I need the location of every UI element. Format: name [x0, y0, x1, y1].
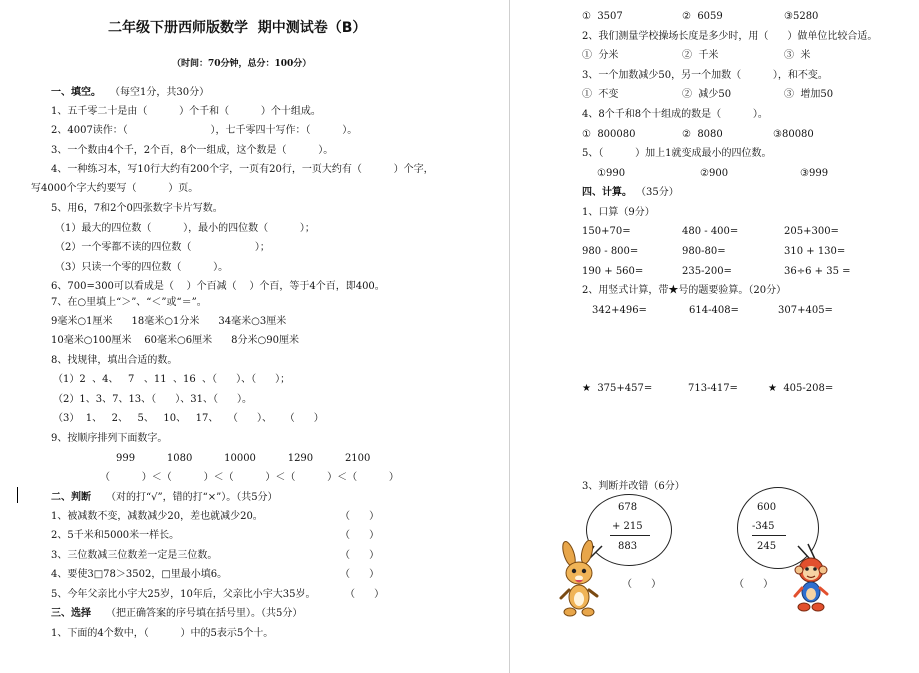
option: ① 不变 [582, 89, 619, 100]
choice-question: 1、下面的4个数中，（ ）中的5表示5个十。 [51, 628, 274, 639]
question-line: 5、用6，7和2个0四张数字卡片写数。 [51, 203, 223, 214]
problem1-result: 883 [618, 541, 638, 552]
option: ③ 米 [784, 50, 811, 61]
option: ② 8080 [682, 129, 723, 140]
mental-math: 36÷6 + 35 = [784, 266, 851, 277]
question-line: （1）最大的四位数（ ），最小的四位数（ ）； [55, 223, 315, 234]
problem2-result: 245 [757, 541, 777, 552]
judge-item: 4、要使3□78＞3502，□里最小填6。 [51, 569, 228, 580]
mental-math: 205+300= [784, 226, 839, 237]
option: ①990 [597, 168, 626, 179]
question-line: 6、700=300可以看成是（ ）个百减（ ）个百，等于4个百，即400。 [51, 281, 385, 292]
subsection-heading: 2、用竖式计算，带★号的题要验算。（20分） [582, 285, 787, 296]
mental-math: 480 - 400= [682, 226, 739, 237]
question-line: 9毫米○1厘米 18毫米○1分米 34毫米○3厘米 [51, 316, 287, 327]
problem1-operand: + 215 [612, 521, 643, 532]
judge-item: 5、今年父亲比小宇大25岁，10年后，父亲比小宇大35岁。 [51, 589, 316, 600]
question-line: 8、找规律，填出合适的数。 [51, 355, 178, 366]
option: ② 6059 [682, 11, 723, 22]
judge-paren: （ ） [340, 569, 380, 580]
section-3-heading: 三、选择 [51, 608, 91, 619]
option: ① 3507 [582, 11, 623, 22]
option: ③5280 [784, 11, 819, 22]
mental-math: 235-200= [682, 266, 732, 277]
choice-question: 4、8个千和8个十组成的数是（ ）。 [582, 109, 768, 120]
mental-math: 310 + 130= [784, 246, 846, 257]
page-divider [509, 0, 510, 673]
monkey-cartoon-icon [792, 556, 830, 614]
option: ②900 [700, 168, 729, 179]
rabbit-cartoon-icon [555, 540, 603, 620]
subsection-heading: 1、口算（9分） [582, 207, 655, 218]
judge-item: 3、三位数减三位数差一定是三位数。 [51, 550, 218, 561]
problem1-top: 678 [618, 502, 638, 513]
question-line: 10毫米○100厘米 60毫米○6厘米 8分米○90厘米 [51, 335, 299, 346]
column-calc: ★ 375+457= [582, 383, 653, 394]
option: ③ 增加50 [784, 89, 834, 100]
judge-item: 1、被减数不变，减数减少20，差也就减少20。 [51, 511, 263, 522]
question-line: 1、五千零二十是由（ ）个千和（ ）个十组成。 [51, 106, 321, 117]
question-line: （1）2 、4、 7 、11 、16 、（ ）、（ ）； [53, 374, 291, 385]
page-title: 二年级下册西师版数学 期中测试卷（B） [108, 20, 367, 36]
section-1-heading: 一、填空。 [51, 87, 101, 98]
text-cursor [17, 487, 18, 503]
judge-paren: （ ） [340, 530, 380, 541]
question-line: 2、4007读作：（ ），七千零四十写作：（ ）。 [51, 125, 358, 136]
section-4-note: （35分） [636, 187, 679, 198]
question-line: 7、在○里填上“＞”、“＜”或“＝”。 [51, 297, 207, 308]
question-line: 999 1080 10000 1290 2100 [116, 453, 371, 464]
mental-math: 980 - 800= [582, 246, 639, 257]
judge-paren: （ ） [345, 589, 385, 600]
question-line: （2）1、3、7、13、（ ）、31、（ ）。 [53, 394, 253, 405]
option: ① 分米 [582, 50, 619, 61]
problem2-top: 600 [757, 502, 777, 513]
option: ③999 [800, 168, 829, 179]
answer-paren-left: （ ） [622, 579, 662, 590]
judge-paren: （ ） [340, 511, 380, 522]
question-line: 4、一种练习本，写10行大约有200个字，一页有20行，一页大约有（ ）个字， [51, 164, 434, 175]
section-2-note: （对的打“√”，错的打“×”）。（共5分） [106, 492, 278, 503]
answer-paren-right: （ ） [734, 579, 774, 590]
judge-item: 2、5千米和5000米一样长。 [51, 530, 180, 541]
column-calc: 713-417= [688, 383, 738, 394]
question-line: 写4000个字大约要写（ ）页。 [31, 183, 199, 194]
column-calc: 307+405= [778, 305, 833, 316]
question-line: 3、一个数由4个千，2个百，8个一组成，这个数是（ ）。 [51, 145, 334, 156]
section-2-heading: 二、判断 [51, 492, 91, 503]
question-line: （3）只读一个零的四位数（ ）。 [55, 262, 229, 273]
question-line: 9、按顺序排列下面数字。 [51, 433, 168, 444]
problem2-line [752, 535, 786, 536]
question-line: （2）一个零都不读的四位数（ ）； [55, 242, 270, 253]
subsection-heading: 3、判断并改错（6分） [582, 481, 685, 492]
column-calc: ★ 405-208= [768, 383, 834, 394]
problem1-line [610, 535, 650, 536]
mental-math: 150+70= [582, 226, 631, 237]
choice-question: 5、（ ）加上1就变成最小的四位数。 [582, 148, 772, 159]
section-4-heading: 四、计算。 [582, 187, 632, 198]
column-calc: 614-408= [689, 305, 739, 316]
option: ① 800080 [582, 129, 636, 140]
option: ② 减少50 [682, 89, 732, 100]
mental-math: 980-80= [682, 246, 726, 257]
option: ③80080 [773, 129, 814, 140]
page-subtitle: （时间：70分钟，总分：100分） [172, 59, 312, 69]
column-calc: 342+496= [592, 305, 647, 316]
option: ② 千米 [682, 50, 719, 61]
section-3-note: （把正确答案的序号填在括号里）。（共5分） [106, 608, 303, 619]
mental-math: 190 + 560= [582, 266, 644, 277]
question-line: （3） 1、 2、 5、 10、 17、 （ ）、 （ ） [53, 413, 324, 424]
choice-question: 3、一个加数减少50，另一个加数（ ），和不变。 [582, 70, 828, 81]
choice-question: 2、我们测量学校操场长度是多少时，用（ ）做单位比较合适。 [582, 31, 878, 42]
section-1-note: （每空1分，共30分） [110, 87, 210, 98]
problem2-operand: -345 [752, 521, 775, 532]
question-line: （ ）＜（ ）＜（ ）＜（ ）＜（ ） [100, 472, 399, 483]
judge-paren: （ ） [340, 550, 380, 561]
